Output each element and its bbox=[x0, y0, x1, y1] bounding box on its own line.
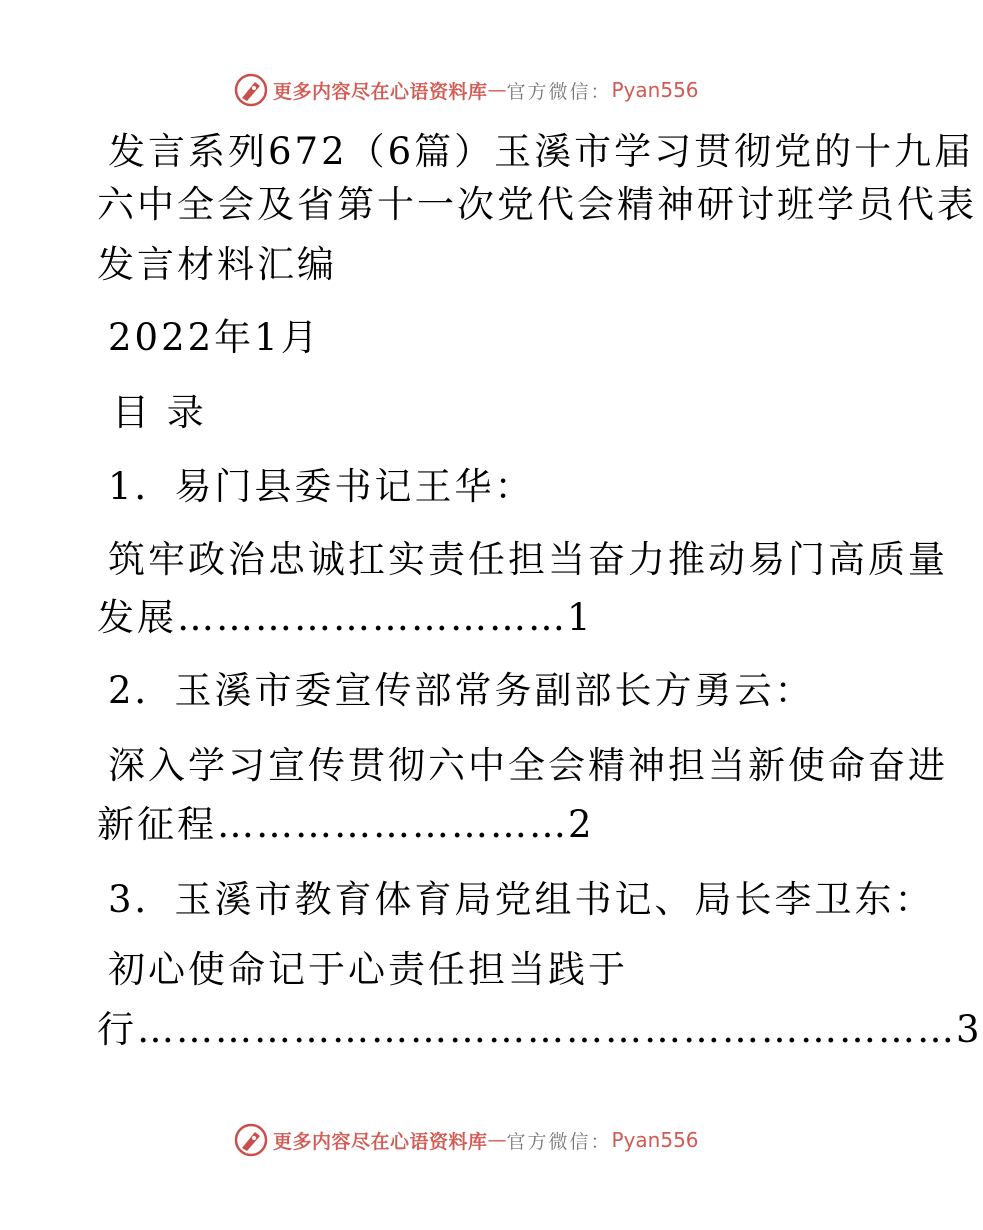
pen-nib-icon bbox=[233, 1122, 269, 1158]
watermark-wechat-id: Pyan556 bbox=[611, 1128, 699, 1152]
toc-item-1-page: 1 bbox=[567, 596, 594, 639]
footer-watermark bbox=[233, 1120, 699, 1160]
watermark-dash: — bbox=[487, 1129, 507, 1151]
toc-item-1-title: 筑牢政治忠诚扛实责任担当奋力推动易门高质量 bbox=[108, 538, 948, 581]
toc-item-1-title-end: 发展 bbox=[97, 596, 177, 639]
toc-item-3-title-cont bbox=[97, 1006, 983, 1054]
toc-item-3-speaker: 3．玉溪市教育体育局党组书记、局长李卫东： bbox=[108, 878, 935, 921]
header-watermark bbox=[233, 70, 699, 110]
toc-item-2-page: 2 bbox=[568, 803, 595, 846]
toc-item-2-title-end: 新征程 bbox=[97, 803, 217, 846]
toc-item-3-title: 初心使命记于心责任担当践于 bbox=[108, 948, 628, 991]
toc-item-2-title: 深入学习宣传贯彻六中全会精神担当新使命奋进 bbox=[108, 744, 948, 787]
doc-title-line-3: 发言材料汇编 bbox=[97, 243, 337, 286]
doc-title-line-1: 发言系列672（6篇）玉溪市学习贯彻党的十九届 bbox=[108, 130, 975, 173]
doc-title-line-2: 六中全会及省第十一次党代会精神研讨班学员代表 bbox=[97, 183, 977, 226]
toc-item-3-leader: ……………………………………………………… bbox=[137, 1008, 956, 1051]
pen-nib-icon bbox=[233, 72, 269, 108]
watermark-official-text: 官方微信： bbox=[506, 1130, 612, 1153]
doc-date: 2022年1月 bbox=[108, 316, 321, 359]
watermark-official-text: 官方微信： bbox=[506, 80, 612, 103]
toc-item-3-title-end: 行 bbox=[97, 1008, 137, 1051]
watermark-library-text: 更多内容尽在心语资料库 bbox=[273, 1130, 488, 1153]
toc-item-3-page: 3 bbox=[956, 1008, 983, 1051]
toc-item-2-title-cont bbox=[97, 801, 595, 849]
toc-item-1-title-cont bbox=[97, 594, 594, 642]
toc-heading: 目 录 bbox=[112, 391, 207, 434]
watermark-dash: — bbox=[487, 79, 507, 101]
watermark-wechat-id: Pyan556 bbox=[611, 78, 699, 102]
watermark-library-text: 更多内容尽在心语资料库 bbox=[273, 80, 488, 103]
toc-item-1-leader: ………………………… bbox=[177, 596, 567, 639]
toc-item-2-speaker: 2．玉溪市委宣传部常务副部长方勇云： bbox=[108, 669, 815, 712]
toc-item-2-leader: ……………………… bbox=[217, 803, 568, 846]
toc-item-1-speaker: 1．易门县委书记王华： bbox=[108, 465, 535, 508]
